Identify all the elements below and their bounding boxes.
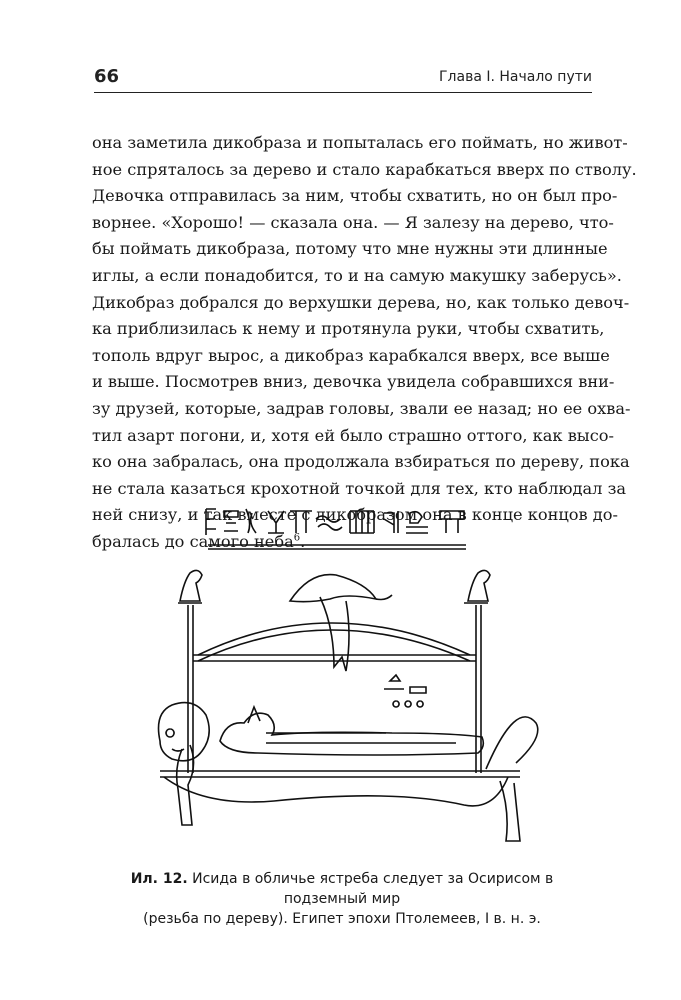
text-line: не стала казаться крохотной точкой для тех, кто наблюдал за [92, 478, 627, 498]
isis-hawk-wing [320, 597, 349, 671]
caption-text-line2: (резьба по дереву). Египет эпохи Птолемеев, I в. н. э. [143, 911, 541, 927]
hieroglyph-row [206, 509, 464, 535]
running-head: Глава I. Начало пути [439, 69, 592, 85]
osiris-bier-engraving [140, 505, 540, 865]
isis-hawk-tail [376, 595, 392, 600]
inner-hieroglyphs [384, 675, 426, 707]
text-line: ко она забралась, она продолжала взбираться по дереву, пока [92, 452, 630, 472]
text-line: Девочка отправилась за ним, чтобы схватить, но он был про- [92, 186, 618, 206]
hawk-left-icon [178, 570, 202, 603]
text-line: ворнее. «Хорошо! — сказала она. — Я залезу на дерево, что- [92, 212, 614, 232]
footnote-ref: 6 [293, 532, 301, 544]
text-line: иглы, а если понадобится, то и на самую макушку заберусь». [92, 265, 622, 285]
caption-label: Ил. 12. [130, 871, 188, 887]
lion-tail [486, 717, 538, 769]
figure-caption [92, 869, 592, 929]
text-line: и выше. Посмотрев вниз, девочка увидела собравшихся вни- [92, 372, 615, 392]
isis-hawk-body [290, 575, 376, 602]
lion-face [166, 729, 184, 751]
illustration [140, 505, 540, 865]
text-line: бы поймать дикобраза, потому что мне нужны эти длинные [92, 239, 608, 259]
text-line: ное спряталось за дерево и стало карабкаться вверх по стволу. [92, 159, 637, 179]
mummy-wrapping [266, 733, 456, 743]
bed-underside [164, 777, 508, 806]
text-line: зу друзей, которые, задрав головы, звали ее назад; но ее охва- [92, 398, 631, 418]
body-text [92, 130, 637, 556]
text-line: тополь вдруг вырос, а дикобраз карабкался вверх, все выше [92, 345, 610, 365]
caption-text-line1: Исида в обличье ястреба следует за Осирисом в подземный мир [192, 871, 554, 907]
lion-front-leg [177, 745, 194, 825]
hawk-right-icon [464, 570, 490, 603]
page-header [94, 66, 592, 93]
text-line: тил азарт погони, и, хотя ей было страшно оттого, как высо- [92, 425, 614, 445]
text-line: она заметила дикобраза и попыталась его поймать, но живот- [92, 133, 628, 152]
text-line: ка приблизилась к нему и протянула руки, чтобы схватить, [92, 319, 605, 339]
text-line: ней снизу, и так вместе с дикобразом она в конце концов до- [92, 505, 618, 525]
text-line: бралась до самого неба [92, 531, 294, 551]
final-punct: . [300, 531, 306, 551]
text-line: Дикобраз добрался до верхушки дерева, но, как только девоч- [92, 292, 630, 312]
lion-back-leg [500, 781, 520, 841]
page-number: 66 [94, 66, 120, 87]
